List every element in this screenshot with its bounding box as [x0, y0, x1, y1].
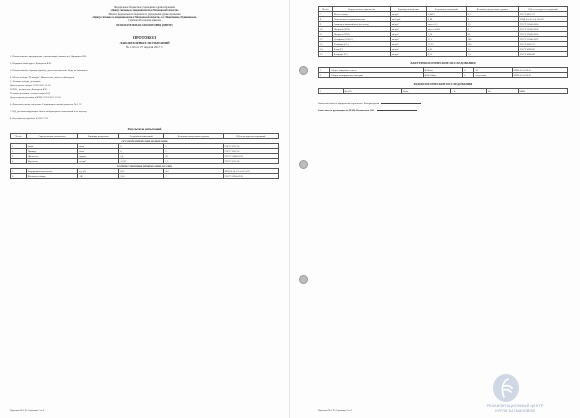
table-cell: менее 0,003	[426, 27, 466, 32]
signature-line: Ответственный за оформление протокола: Лабораторный	[318, 102, 380, 106]
table-cell: мгО/дм³	[390, 17, 426, 22]
table-cell: ПНД Ф 14.1:2:3:4.121-97	[223, 169, 278, 174]
table-cell: 13	[319, 42, 333, 47]
table-cell: 6-9	[164, 169, 223, 174]
column-header: Результаты испытаний	[119, 134, 164, 139]
table-cell: 5	[11, 169, 27, 174]
table-cell: Железо общее	[332, 12, 390, 17]
table-cell: 60	[487, 89, 519, 94]
column-header: НД на методы исследований	[223, 134, 278, 139]
column-header: Единицы измерения	[78, 134, 119, 139]
results-table-2	[318, 6, 568, 57]
binder-hole	[299, 160, 308, 169]
table-row	[11, 174, 279, 179]
table-cell: Общее микробное число	[330, 68, 423, 73]
table-cell: 500	[466, 37, 518, 42]
table-cell: Ra-222	[343, 89, 402, 94]
table-cell: 8,12	[119, 169, 164, 174]
field-line: 1. Наименование предприятия, организации (заявитель): Дмитриев К.К.	[10, 55, 87, 59]
table-cell: мг/дм³	[390, 42, 426, 47]
table-cell: 0,45	[426, 47, 466, 52]
field-line: 5. Условия отбора, доставки:	[10, 80, 41, 84]
table-cell: 20	[164, 154, 223, 159]
header-line: Федеральное бюджетное учреждение здравоохранения	[114, 6, 175, 9]
table-cell: 5,0	[119, 154, 164, 159]
logo-emblem-icon	[493, 374, 519, 402]
table-cell: Жёсткость общая	[26, 174, 78, 179]
table-cell: Привкус	[26, 149, 78, 154]
table-cell: 14	[319, 47, 333, 52]
results-table-1	[10, 133, 279, 179]
table-cell: 2	[11, 149, 27, 154]
column-header: № п/п	[11, 134, 27, 139]
table-cell: ГОСТ 33045-2014	[519, 22, 568, 27]
table-cell: ГОСТ 4011-72	[519, 12, 568, 17]
results-heading: Результаты испытаний	[127, 126, 162, 131]
table-cell: 12,35	[426, 42, 466, 47]
table-cell: 8	[319, 17, 333, 22]
table-cell: Цветность	[26, 154, 78, 159]
table-cell: 1	[11, 144, 27, 149]
table-cell: Нитраты (NO3)	[332, 32, 390, 37]
table-cell: 45	[466, 32, 518, 37]
table-cell: мг/дм³	[390, 47, 426, 52]
table-cell: 17,5	[426, 37, 466, 42]
table-cell: МУК 4.2.1018-01	[512, 68, 567, 73]
table-cell: балл	[78, 149, 119, 154]
column-header: НД на методы исследований	[519, 7, 568, 12]
column-header: № п/п	[319, 7, 333, 12]
table-cell: 2	[164, 149, 223, 154]
page-footer: Протокол № 1.93 Страница 2 из 2	[318, 408, 353, 412]
table-cell: 2	[164, 144, 223, 149]
header-line: Сергиево-Посадском районах	[128, 19, 161, 23]
table-cell: мг/дм³	[390, 22, 426, 27]
table-cell: Фториды (F-)	[332, 52, 390, 57]
bacteriology-table	[318, 67, 568, 78]
table-cell: Окисляемость перманганатная	[332, 17, 390, 22]
table-cell: МВИ	[518, 89, 567, 94]
table-cell: 1	[319, 89, 344, 94]
table-cell: 0,3	[466, 12, 518, 17]
table-cell: мг/дм³	[390, 12, 426, 17]
radiology-table	[318, 88, 568, 94]
page-footer: Протокол № 1.93 Страница 1 из 2	[10, 408, 45, 412]
table-cell: 3	[466, 27, 518, 32]
protocol-title: ПРОТОКОЛ	[132, 35, 157, 41]
table-cell: ГОСТ 33045-2014	[519, 27, 568, 32]
table-cell: мг/дм³	[390, 52, 426, 57]
table-cell: мг/дм³	[390, 37, 426, 42]
institution-header	[10, 6, 279, 27]
protocol-fields	[10, 55, 279, 121]
table-cell: ГОСТ 31940-2012	[519, 37, 568, 42]
table-cell: < 4	[451, 89, 487, 94]
table-cell: ед. pH	[78, 169, 119, 174]
table-cell: балл	[78, 144, 119, 149]
field-line: 2. Юридический адрес: Дмитриев К.К.	[10, 62, 52, 66]
table-cell: 350	[466, 42, 518, 47]
table-cell: ГОСТ 3351-74	[223, 144, 278, 149]
table-cell: 1,5	[466, 22, 518, 27]
field-line: Условия доставки: соответствуют НД	[10, 92, 51, 96]
table-cell: 6	[11, 174, 27, 179]
table-cell: 4	[11, 159, 27, 164]
field-line: 4. Место отбора: "Площадь" Ивантеевка, абонент Дмитриев	[10, 76, 75, 80]
table-cell: 50	[474, 68, 512, 73]
field-line: 7. НД, регламентирующие объем лабораторных испытаний и их оценку:	[10, 110, 88, 114]
table-cell: менее 0,1	[426, 22, 466, 27]
table-cell: 5,10	[119, 174, 164, 179]
column-header: Величина допустимого уровня	[164, 134, 223, 139]
table-cell: Общие колиформные бактерии	[330, 73, 423, 78]
header-line: «Центр гигиены и эпидемиологии в Московской области»	[110, 9, 179, 13]
signature-line: Заместитель руководителя ИЛЦ: Пилипенко О.В.	[318, 109, 375, 113]
logo-line: РЕАБИЛИТАЦИОННЫЙ ЦЕНТР	[486, 404, 544, 408]
table-cell: Фтор (F)	[332, 47, 390, 52]
table-cell: 7	[319, 12, 333, 17]
field-line: Дата и время доставки в ИЛЦ: 23.01.2017 12:50	[10, 96, 61, 100]
table-cell: 7	[164, 174, 223, 179]
table-cell: 1,5	[466, 47, 518, 52]
protocol-page-2	[290, 0, 580, 418]
table-cell: 12	[319, 37, 333, 42]
table-cell: 3	[11, 154, 27, 159]
header-line: Филиал федерального бюджетного учреждения здравоохранения	[108, 12, 181, 16]
table-cell: 10	[319, 27, 333, 32]
table-row	[319, 89, 568, 94]
table-cell: ГОСТ 4386-89	[519, 52, 568, 57]
table-cell: КОЕ/мл	[423, 68, 463, 73]
protocol-number: № 1.93 от 27 апреля 2017 г.	[126, 44, 163, 49]
table-cell: МУК 4.2.1018-01	[512, 73, 567, 78]
bacteriology-heading: БАКТЕРИОЛОГИЧЕСКИЕ ИССЛЕДОВАНИЯ	[410, 61, 476, 65]
table-cell: мг/дм³	[390, 27, 426, 32]
field-line: 8. Код образца (пробы): 05.06.17.93	[10, 117, 48, 121]
lab-name: ИСПЫТАТЕЛЬНАЯ ЛАБОРАТОРИЯ (ЦЕНТР)	[116, 23, 173, 27]
logo-line: НУРЛИ БАГМАНОВОЙ	[494, 408, 536, 413]
table-cell: ГОСТ 33045-2014	[519, 32, 568, 37]
binder-hole	[299, 275, 308, 284]
field-line: 3. Наименование образца (пробы), дата изготовления: Вода из скважины	[10, 69, 88, 73]
table-cell: ГОСТ 4245-72	[519, 42, 568, 47]
table-cell: 2,48	[426, 17, 466, 22]
table-row	[319, 73, 568, 78]
table-cell: 1,58	[426, 32, 466, 37]
table-cell: 2	[319, 73, 330, 78]
table-cell: 0	[119, 144, 164, 149]
table-cell: ГОСТ 4386-89	[519, 47, 568, 52]
field-line: Ф.И.О., должность: Дмитриев К.К.	[10, 88, 48, 92]
field-line: 6. Дополнительные сведения: Сопроводительный документ № 1.72	[10, 103, 82, 107]
table-cell: 11	[319, 32, 333, 37]
table-cell: 9	[319, 22, 333, 27]
column-header: Единицы измерения	[390, 7, 426, 12]
table-cell: мг/дм³	[78, 159, 119, 164]
section-heading: ОРГАНОЛЕПТИЧЕСКИЕ ИСПЫТАНИЯ	[121, 139, 168, 143]
table-cell: Аммиак и аммоний-ион (по азоту)	[332, 22, 390, 27]
table-cell: Мутность	[26, 159, 78, 164]
table-cell: 0,0415	[426, 12, 466, 17]
protocol-subtitle: ЛАБОРАТОРНЫХ ИСПЫТАНИЙ	[119, 40, 170, 45]
table-cell: Запах	[26, 144, 78, 149]
table-cell: Хлориды (Cl-)	[332, 42, 390, 47]
table-cell: КОЕ/100мл	[423, 73, 463, 78]
table-cell: ГОСТ 31954-2012	[223, 174, 278, 179]
signature-mark	[381, 103, 421, 104]
column-header: Величина допустимого уровня	[466, 7, 518, 12]
table-cell: 0	[463, 73, 474, 78]
table-cell: Бк/кг	[402, 89, 451, 94]
table-cell: 1,5	[164, 159, 223, 164]
table-cell: отсутствие	[474, 73, 512, 78]
table-cell: ПНД Ф 14.1:2:4.154-99	[519, 17, 568, 22]
table-cell: ГОСТ 3351-74	[223, 149, 278, 154]
rehab-center-logo	[456, 374, 574, 414]
table-cell: ГОСТ 31868-2012	[223, 154, 278, 159]
table-row	[319, 52, 568, 57]
table-cell: <0,58	[119, 159, 164, 164]
table-cell: 5	[466, 17, 518, 22]
table-cell: °Ж	[78, 174, 119, 179]
table-cell: мг/дм³	[390, 32, 426, 37]
table-cell: 1	[319, 68, 330, 73]
table-cell: 0,26	[426, 52, 466, 57]
table-cell: 15	[319, 52, 333, 57]
field-line: Дата и время отбора: 23.01.2017 11:50	[10, 84, 51, 88]
column-header: Результаты испытаний	[426, 7, 466, 12]
binder-hole	[299, 66, 308, 75]
column-header: Определяемые показатели	[332, 7, 390, 12]
table-cell: Сульфаты (SO4 2-)	[332, 37, 390, 42]
section-heading: КОЛИЧЕСТВЕННЫЙ ХИМИЧЕСКИЙ АНАЛИЗ	[117, 164, 172, 168]
table-cell: 0	[463, 68, 474, 73]
signature-mark	[377, 110, 417, 111]
table-cell: Нитриты (NO2)	[332, 27, 390, 32]
column-header: Определяемые показатели	[26, 134, 78, 139]
table-cell: Водородный показатель	[26, 169, 78, 174]
table-cell: 0	[119, 149, 164, 154]
radiology-heading: РАДИОЛОГИЧЕСКИЕ ИССЛЕДОВАНИЯ	[413, 82, 473, 87]
header-line: «Центр гигиены и эпидемиологии в Московской области» в г. Ивантеевке, Пушкинском,	[92, 16, 197, 20]
table-cell: ГОСТ 3351-74	[223, 159, 278, 164]
signature-block	[318, 102, 568, 112]
table-cell: градус	[78, 154, 119, 159]
table-cell: 1,5	[466, 52, 518, 57]
